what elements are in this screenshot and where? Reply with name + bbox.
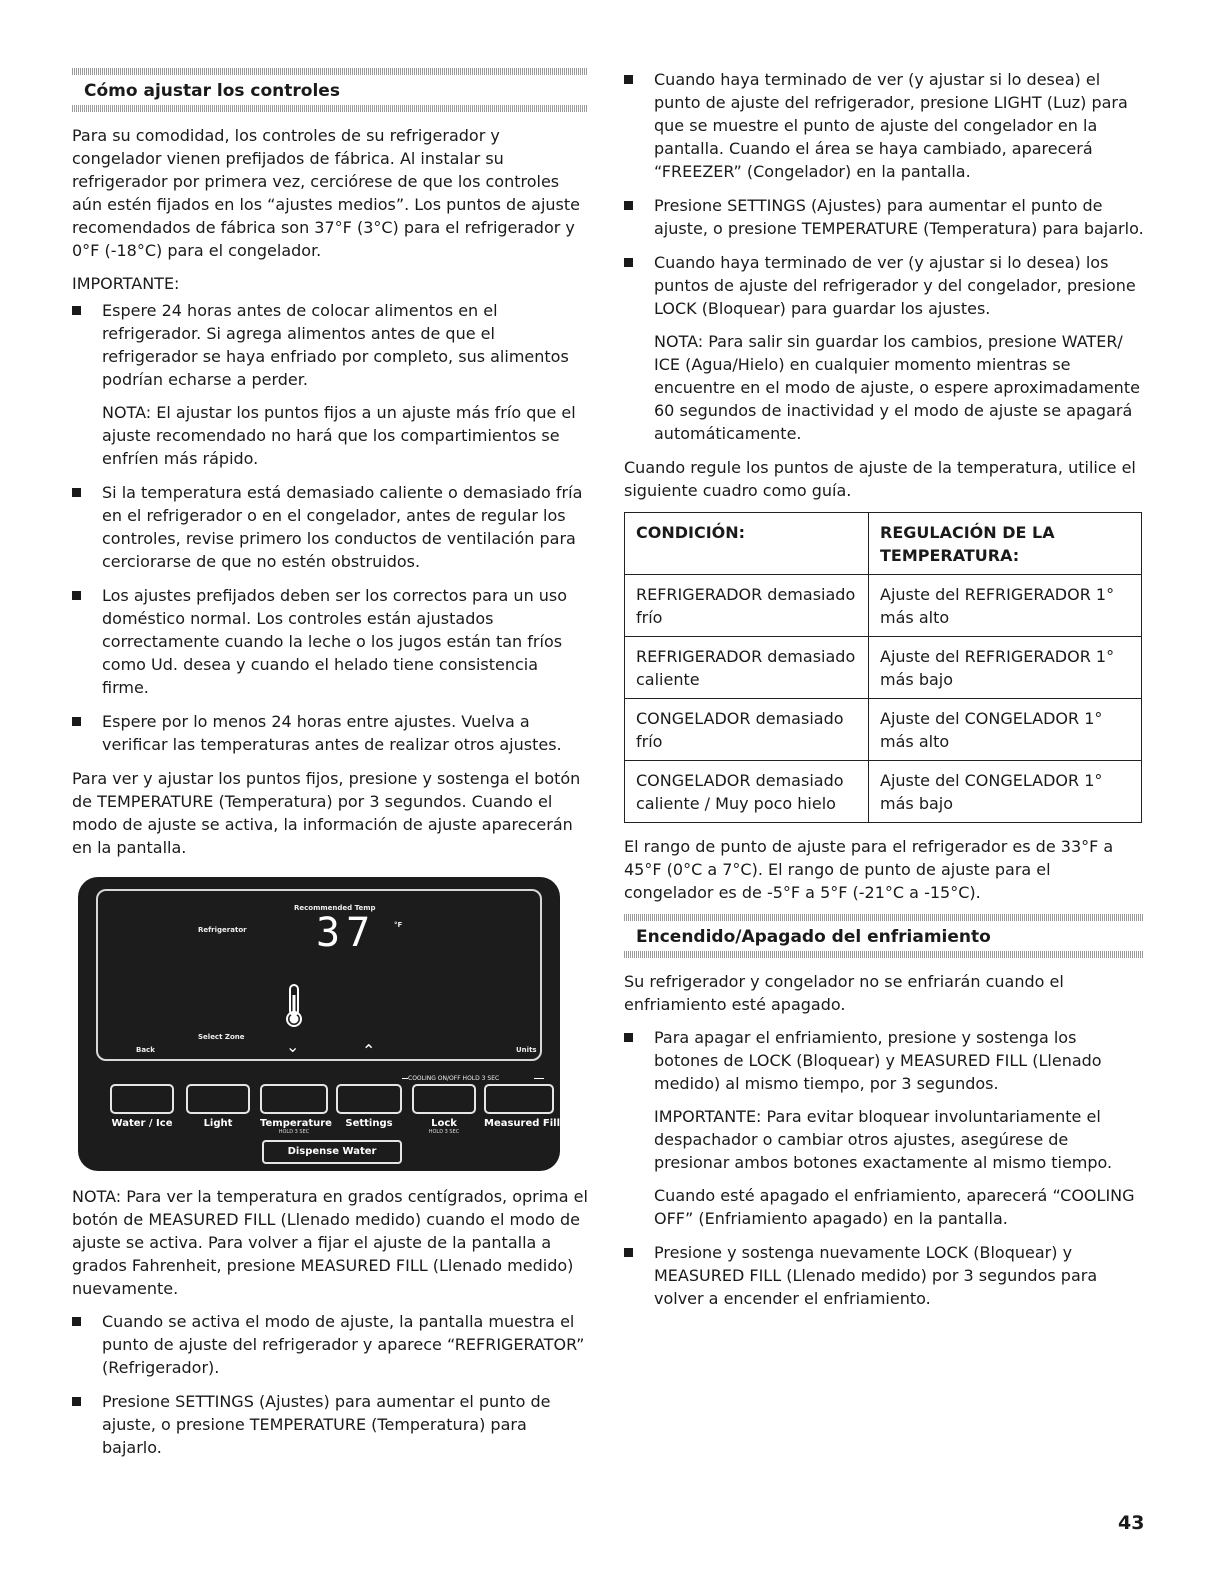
bullet-icon bbox=[72, 1317, 81, 1326]
list-item: Presione SETTINGS (Ajustes) para aumentar el punto de ajuste, o presione TEMPERATURE (Temperatura) para bajarlo. bbox=[624, 194, 1144, 240]
temperature-digits: 37 bbox=[316, 910, 377, 956]
temperature-guide-table bbox=[624, 512, 1142, 823]
list-item: Si la temperatura está demasiado caliente o demasiado fría en el refrigerador o en el congelador, antes de regular los controles, revise primero los conductos de ventilación para cerciorarse de que no estén obstruidos. bbox=[72, 481, 588, 573]
list-item: Los ajustes prefijados deben ser los correctos para un uso doméstico normal. Los controles están ajustados correctamente cuando la leche o los jugos están tan fríos como Ud. desea y cuando el helado tiene consistencia firme. bbox=[72, 584, 588, 699]
bullet-icon bbox=[624, 1033, 633, 1042]
chevron-up-icon[interactable]: ⌃ bbox=[362, 1041, 376, 1060]
settings-button[interactable] bbox=[336, 1084, 402, 1114]
left-column bbox=[72, 68, 588, 1470]
section-header-cooling bbox=[624, 914, 1144, 958]
light-label: Light bbox=[203, 1118, 233, 1129]
table-header-row bbox=[625, 513, 1142, 575]
water-ice-label: Water / Ice bbox=[111, 1118, 173, 1129]
important-label: IMPORTANTE: bbox=[72, 274, 180, 293]
measured-fill-button[interactable] bbox=[484, 1084, 554, 1114]
cooling-intro: Su refrigerador y congelador no se enfriarán cuando el enfriamiento esté apagado. bbox=[624, 972, 1064, 1014]
range-paragraph: El rango de punto de ajuste para el refrigerador es de 33°F a 45°F (0°C a 7°C). El rango de punto de ajuste para el congelador es de -5°F a 5°F (-21°C a -15°C). bbox=[624, 837, 1114, 902]
bullet-icon bbox=[72, 1397, 81, 1406]
bullet-icon bbox=[72, 591, 81, 600]
lock-button[interactable] bbox=[412, 1084, 476, 1114]
control-panel-illustration bbox=[78, 877, 560, 1171]
note: NOTA: El ajustar los puntos fijos a un ajuste más frío que el ajuste recomendado no hará que los compartimientos se enfríen más rápido. bbox=[102, 403, 576, 468]
unit-label: °F bbox=[394, 921, 403, 929]
list-item: Espere 24 horas antes de colocar alimentos en el refrigerador. Si agrega alimentos antes de que el refrigerador se haya enfriado por completo, sus alimentos podrían echarse a perder. NOTA: El ajustar los puntos fijos a un ajuste más frío que el ajuste recomendado no hará que los compartimientos se enfríen más rápido. bbox=[72, 299, 588, 470]
hold-temp-label: HOLD 3 SEC bbox=[278, 1129, 310, 1135]
bullet-icon bbox=[624, 201, 633, 210]
table-cell: CONGELADOR demasiado frío bbox=[625, 699, 869, 761]
list-item: Espere por lo menos 24 horas entre ajustes. Vuelva a verificar las temperaturas antes de realizar otros ajustes. bbox=[72, 710, 588, 756]
list-item: Cuando se activa el modo de ajuste, la pantalla muestra el punto de ajuste del refrigerador y aparece “REFRIGERATOR” (Refrigerador). bbox=[72, 1310, 588, 1379]
bullet-list bbox=[72, 299, 588, 756]
table-cell: Ajuste del REFRIGERADOR 1° más bajo bbox=[869, 637, 1142, 699]
temperature-label: Temperature bbox=[260, 1118, 332, 1129]
bullet-list bbox=[624, 1026, 1144, 1310]
thermometer-icon bbox=[284, 983, 304, 1029]
hold-lock-label: HOLD 3 SEC bbox=[428, 1129, 460, 1135]
table-row bbox=[625, 699, 1142, 761]
intro-paragraph: Para su comodidad, los controles de su refrigerador y congelador vienen prefijados de fábrica. Al instalar su refrigerador por primera vez, cerciórese de que los controles aún estén fijados en los “ajustes medios”. Los puntos de ajuste recomendados de fábrica son 37°F (3°C) para el refrigerador y 0°F (-18°C) para el congelador. bbox=[72, 126, 580, 260]
table-row bbox=[625, 575, 1142, 637]
table-header-condition: CONDICIÓN: bbox=[625, 513, 869, 575]
refrigerator-label: Refrigerator bbox=[198, 926, 247, 934]
table-cell: CONGELADOR demasiado caliente / Muy poco hielo bbox=[625, 761, 869, 823]
recommended-temp-label: Recommended Temp bbox=[294, 904, 376, 912]
section-heading: Encendido/Apagado del enfriamiento bbox=[636, 927, 991, 947]
note: NOTA: Para salir sin guardar los cambios, presione WATER/ ICE (Agua/Hielo) en cualquier momento mientras se encuentre en el modo de ajuste, o espere aproximadamente 60 segundos de inactividad y el modo de ajuste se apagará automáticamente. bbox=[654, 332, 1140, 443]
note-celsius: NOTA: Para ver la temperatura en grados centígrados, oprima el botón de MEASURED FILL (Llenado medido) cuando el modo de ajuste se activa. Para volver a fijar el ajuste de la pantalla a grados Fahrenheit, presione MEASURED FILL (Llenado medido) nuevamente. bbox=[72, 1187, 588, 1298]
list-item: Para apagar el enfriamiento, presione y sostenga los botones de LOCK (Bloquear) y MEASURED FILL (Llenado medido) al mismo tiempo, por 3 segundos. IMPORTANTE: Para evitar bloquear involuntariamente el despachador o cambiar otros ajustes, asegúrese de presionar ambos botones exactamente al mismo tiempo. Cuando esté apagado el enfriamiento, aparecerá “COOLING OFF” (Enfriamiento apagado) en la pantalla. bbox=[624, 1026, 1144, 1230]
list-item: Presione y sostenga nuevamente LOCK (Bloquear) y MEASURED FILL (Llenado medido) por 3 segundos para volver a encender el enfriamiento. bbox=[624, 1241, 1144, 1310]
bullet-icon bbox=[72, 717, 81, 726]
lock-label: Lock bbox=[431, 1118, 457, 1129]
bullet-list bbox=[624, 68, 1144, 445]
table-cell: REFRIGERADOR demasiado caliente bbox=[625, 637, 869, 699]
table-cell: REFRIGERADOR demasiado frío bbox=[625, 575, 869, 637]
dispense-water-button[interactable]: Dispense Water bbox=[262, 1140, 402, 1164]
bullet-icon bbox=[624, 75, 633, 84]
table-row bbox=[625, 761, 1142, 823]
important-note: IMPORTANTE: Para evitar bloquear involuntariamente el despachador o cambiar otros ajustes, asegúrese de presionar ambos botones exactamente al mismo tiempo. bbox=[654, 1107, 1113, 1172]
bullet-icon bbox=[72, 306, 81, 315]
bullet-icon bbox=[624, 258, 633, 267]
section-header-controls bbox=[72, 68, 588, 112]
table-header-regulation: REGULACIÓN DE LA TEMPERATURA: bbox=[869, 513, 1142, 575]
select-zone-label: Select Zone bbox=[198, 1033, 245, 1041]
table-row bbox=[625, 637, 1142, 699]
right-column bbox=[624, 68, 1144, 1321]
list-item: Cuando haya terminado de ver (y ajustar si lo desea) los puntos de ajuste del refrigerador y del congelador, presione LOCK (Bloquear) para guardar los ajustes. NOTA: Para salir sin guardar los cambios, presione WATER/ ICE (Agua/Hielo) en cualquier momento mientras se encuentre en el modo de ajuste, o espere aproximadamente 60 segundos de inactividad y el modo de ajuste se apagará automáticamente. bbox=[624, 251, 1144, 445]
cooling-off-note: Cuando esté apagado el enfriamiento, aparecerá “COOLING OFF” (Enfriamiento apagado) en la pantalla. bbox=[654, 1186, 1135, 1228]
bullet-icon bbox=[624, 1248, 633, 1257]
bullet-list bbox=[72, 1310, 588, 1459]
temperature-button[interactable] bbox=[260, 1084, 328, 1114]
back-label: Back bbox=[136, 1046, 155, 1054]
view-paragraph: Para ver y ajustar los puntos fijos, presione y sostenga el botón de TEMPERATURE (Temperatura) por 3 segundos. Cuando el modo de ajuste se activa, la información de ajuste aparecerán en la pantalla. bbox=[72, 769, 581, 857]
table-cell: Ajuste del REFRIGERADOR 1° más alto bbox=[869, 575, 1142, 637]
bullet-icon bbox=[72, 488, 81, 497]
section-heading: Cómo ajustar los controles bbox=[84, 81, 340, 101]
light-button[interactable] bbox=[186, 1084, 250, 1114]
table-cell: Ajuste del CONGELADOR 1° más bajo bbox=[869, 761, 1142, 823]
table-cell: Ajuste del CONGELADOR 1° más alto bbox=[869, 699, 1142, 761]
page-number: 43 bbox=[1118, 1512, 1145, 1534]
units-label: Units bbox=[516, 1046, 537, 1054]
water-ice-button[interactable] bbox=[110, 1084, 174, 1114]
measured-fill-label: Measured Fill bbox=[484, 1118, 561, 1129]
list-item: Cuando haya terminado de ver (y ajustar si lo desea) el punto de ajuste del refrigerador, presione LIGHT (Luz) para que se muestre el punto de ajuste del congelador en la pantalla. Cuando el área se haya cambiado, aparecerá “FREEZER” (Congelador) en la pantalla. bbox=[624, 68, 1144, 183]
chevron-down-icon[interactable]: ⌄ bbox=[286, 1037, 300, 1056]
display-screen bbox=[96, 889, 542, 1061]
cooling-label: COOLING ON/OFF HOLD 3 SEC bbox=[408, 1075, 500, 1082]
list-item: Presione SETTINGS (Ajustes) para aumentar el punto de ajuste, o presione TEMPERATURE (Temperatura) para bajarlo. bbox=[72, 1390, 588, 1459]
guide-paragraph: Cuando regule los puntos de ajuste de la temperatura, utilice el siguiente cuadro como guía. bbox=[624, 458, 1136, 500]
settings-label: Settings bbox=[345, 1118, 393, 1129]
